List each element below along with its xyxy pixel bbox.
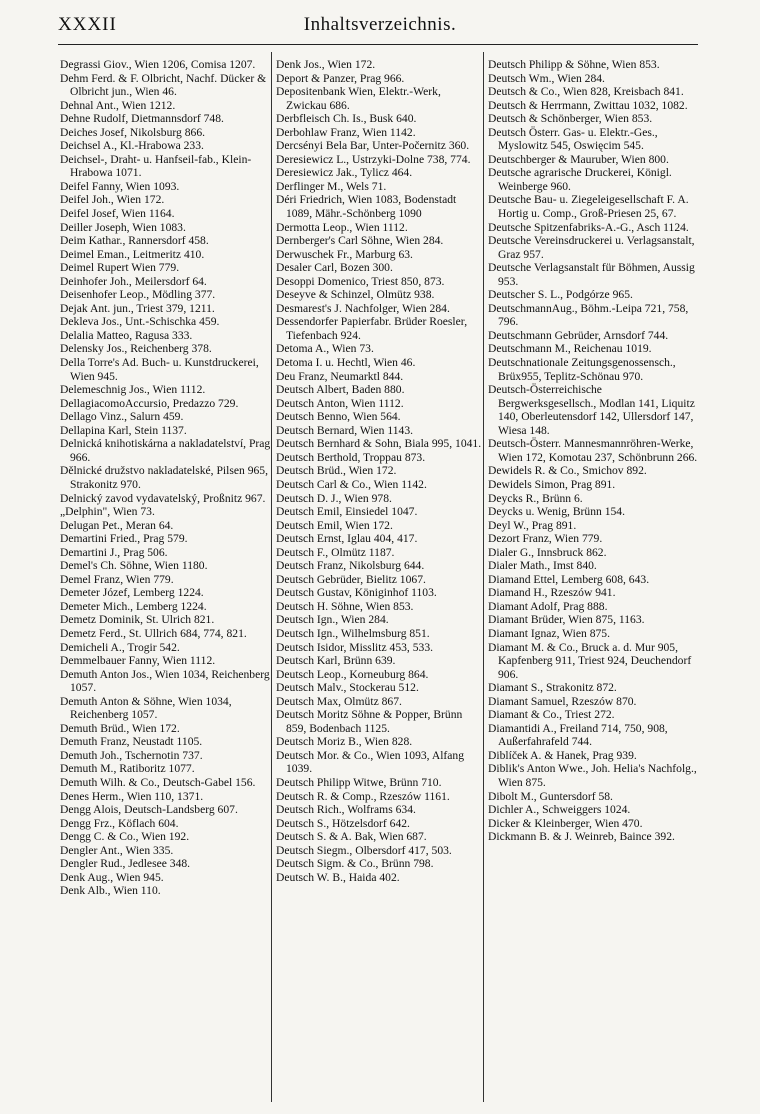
index-entry: Dermotta Leop., Wien 1112. bbox=[276, 220, 408, 234]
index-entry: Deutsch Benno, Wien 564. bbox=[276, 410, 401, 424]
index-entry: Deutsch Moritz Söhne & Popper, Brünn 859, Bodenbach 1125. bbox=[276, 708, 463, 735]
index-entry: Deutsch-Österr. Mannesmannröhren-Werke, Wien 172, Komotau 237, Schönbrunn 266. bbox=[488, 437, 698, 464]
index-entry: Deutsch Bernard, Wien 1143. bbox=[276, 423, 414, 437]
index-entry: Delensky Jos., Reichenberg 378. bbox=[60, 342, 212, 356]
index-entry: Deinhofer Joh., Meilersdorf 64. bbox=[60, 274, 207, 288]
index-entry: Diamant Adolf, Prag 888. bbox=[488, 599, 608, 613]
index-entry: Deutsch Ign., Wilhelmsburg 851. bbox=[276, 626, 430, 640]
page-number: XXXII bbox=[58, 14, 117, 35]
index-entry: Deutsch & Schönberger, Wien 853. bbox=[488, 112, 653, 126]
index-entry: Deutsch S. & A. Bak, Wien 687. bbox=[276, 830, 427, 844]
index-entry: Della Torre's Ad. Buch- u. Kunstdruckerei, Wien 945. bbox=[60, 356, 259, 383]
index-entry: Deutsch Isidor, Misslitz 453, 533. bbox=[276, 640, 434, 654]
index-entry: Deutsche Bau- u. Ziegeleigesellschaft F. A. Hortig u. Comp., Groß-Priesen 25, 67. bbox=[488, 193, 689, 221]
index-entry: Dewidels Simon, Prag 891. bbox=[488, 477, 616, 491]
index-entry: Deutsch W. B., Haida 402. bbox=[276, 870, 400, 884]
index-entry: Demetz Dominik, St. Ulrich 821. bbox=[60, 613, 215, 627]
index-entry: Deifel Joh., Wien 172. bbox=[60, 193, 165, 207]
index-entry: Deutsch Malv., Stockerau 512. bbox=[276, 681, 419, 695]
index-entry: Delugan Pet., Meran 64. bbox=[60, 518, 174, 532]
index-entry: Demartini Fried., Prag 579. bbox=[60, 532, 188, 546]
index-entry: Diblíček A. & Hanek, Prag 939. bbox=[488, 748, 637, 762]
index-entry: Deutsch Anton, Wien 1112. bbox=[276, 396, 404, 410]
index-entry: Dicker & Kleinberger, Wien 470. bbox=[488, 816, 643, 830]
index-entry: Diamand Ettel, Lemberg 608, 643. bbox=[488, 572, 650, 586]
index-entry: Deu Franz, Neumarktl 844. bbox=[276, 369, 404, 383]
index-entry: Diamant S., Strakonitz 872. bbox=[488, 681, 617, 695]
index-entry: Deifel Fanny, Wien 1093. bbox=[60, 179, 180, 193]
index-entry: Deutsch F., Olmütz 1187. bbox=[276, 545, 395, 559]
index-entry: Desmarest's J. Nachfolger, Wien 284. bbox=[276, 301, 450, 315]
index-entry: Derbfleisch Ch. Is., Busk 640. bbox=[276, 112, 417, 126]
index-entry: Deutsch Rich., Wolframs 634. bbox=[276, 803, 416, 817]
index-entry: Demuth Franz, Neustadt 1105. bbox=[60, 735, 203, 749]
index-entry: Dialer Math., Imst 840. bbox=[488, 559, 597, 573]
index-entry: Detoma A., Wien 73. bbox=[276, 342, 374, 356]
index-entry: Diamand H., Rzeszów 941. bbox=[488, 586, 616, 600]
index-entry: Deutschmann M., Reichenau 1019. bbox=[488, 342, 652, 356]
index-entry: Deisenhofer Leop., Mödling 377. bbox=[60, 288, 216, 302]
index-entry: Deim Kathar., Rannersdorf 458. bbox=[60, 234, 209, 248]
index-entry: Dichler A., Schweiggers 1024. bbox=[488, 803, 631, 817]
index-entry: Deimel Eman., Leitmeritz 410. bbox=[60, 247, 205, 261]
index-entry: Dehne Rudolf, Dietmannsdorf 748. bbox=[60, 112, 224, 126]
index-entry: Dehm Ferd. & F. Olbricht, Nachf. Dücker & Olbricht jun., Wien 46. bbox=[60, 71, 267, 99]
index-entry: Denk Jos., Wien 172. bbox=[276, 58, 376, 71]
index-entry: Dellapina Karl, Stein 1137. bbox=[60, 423, 187, 437]
index-entry: Deport & Panzer, Prag 966. bbox=[276, 71, 405, 85]
index-entry: Denk Aug., Wien 945. bbox=[60, 870, 164, 884]
index-entry: Dengg C. & Co., Wien 192. bbox=[60, 830, 190, 844]
index-entry: Demel's Ch. Söhne, Wien 1180. bbox=[60, 559, 208, 573]
index-entry: DellagiacomoAccursio, Predazzo 729. bbox=[60, 396, 239, 410]
index-entry: Dickmann B. & J. Weinreb, Baince 392. bbox=[488, 830, 675, 844]
index-entry: Deutsch Ign., Wien 284. bbox=[276, 613, 389, 627]
index-column-1 bbox=[60, 58, 272, 898]
index-entry: Dehnal Ant., Wien 1212. bbox=[60, 98, 176, 112]
index-entry: Deutsche Vereinsdruckerei u. Verlagsanstalt, Graz 957. bbox=[488, 234, 695, 261]
index-entry: Demuth Anton & Söhne, Wien 1034, Reichenberg 1057. bbox=[60, 694, 232, 722]
index-entry: Desaler Carl, Bozen 300. bbox=[276, 261, 393, 275]
index-entry: Demartini J., Prag 506. bbox=[60, 545, 168, 559]
index-entry: Deutsch Moriz B., Wien 828. bbox=[276, 735, 413, 749]
index-entry: Deichsel A., Kl.-Hrabowa 233. bbox=[60, 139, 204, 153]
index-entry: Dernberger's Carl Söhne, Wien 284. bbox=[276, 234, 444, 248]
index-column-2 bbox=[276, 58, 484, 884]
index-entry: Degrassi Giov., Wien 1206, Comisa 1207. bbox=[60, 58, 256, 71]
index-entry: Deutsch Bernhard & Sohn, Biala 995, 1041. bbox=[276, 437, 482, 451]
index-entry: Deichsel-, Draht- u. Hanfseil-fab., Klein-Hrabowa 1071. bbox=[60, 152, 252, 180]
index-entry: Deutscher S. L., Podgórze 965. bbox=[488, 288, 633, 302]
index-entry: Delnická knihotiskárna a nakladatelství, Prag 966. bbox=[60, 437, 271, 464]
index-entry: Diblik's Anton Wwe., Joh. Helia's Nachfolg., Wien 875. bbox=[488, 762, 697, 789]
index-entry: Derflinger M., Wels 71. bbox=[276, 179, 387, 193]
index-entry: Deutsch Emil, Einsiedel 1047. bbox=[276, 505, 418, 519]
index-entry: Desoppi Domenico, Triest 850, 873. bbox=[276, 274, 445, 288]
index-entry: Deutsch Ernst, Iglau 404, 417. bbox=[276, 532, 418, 546]
index-entry: Deutsch Max, Olmütz 867. bbox=[276, 694, 402, 708]
index-entry: Deutsch Philipp & Söhne, Wien 853. bbox=[488, 58, 660, 71]
index-entry: Demuth M., Ratiboritz 1077. bbox=[60, 762, 195, 776]
index-entry: Deutschnationale Zeitungsgenossensch., Brüx955, Teplitz-Schönau 970. bbox=[488, 356, 676, 383]
index-column-3 bbox=[488, 58, 698, 844]
index-entry: Derwuschek Fr., Marburg 63. bbox=[276, 247, 413, 261]
index-entry: Diamant Samuel, Rzeszów 870. bbox=[488, 694, 637, 708]
index-entry: Deutsch D. J., Wien 978. bbox=[276, 491, 392, 505]
index-entry: Deutsche agrarische Druckerei, Königl. Weinberge 960. bbox=[488, 166, 672, 193]
index-entry: Dercsényi Bela Bar, Unter-Počernitz 360. bbox=[276, 139, 470, 153]
index-entry: Deresiewicz L., Ustrzyki-Dolne 738, 774. bbox=[276, 152, 471, 166]
index-entry: Deutsch Sigm. & Co., Brünn 798. bbox=[276, 857, 434, 871]
header-rule bbox=[58, 44, 698, 45]
index-entry: Diamantidi A., Freiland 714, 750, 908, Außerfahrafeld 744. bbox=[488, 721, 668, 749]
index-entry: Deycks R., Brünn 6. bbox=[488, 491, 583, 505]
index-entry: Deutsch Siegm., Olbersdorf 417, 503. bbox=[276, 843, 452, 857]
index-entry: Dengler Ant., Wien 335. bbox=[60, 843, 174, 857]
index-entry: Dekleva Jos., Unt.-Schischka 459. bbox=[60, 315, 220, 329]
index-entry: Dewidels R. & Co., Smichov 892. bbox=[488, 464, 647, 478]
index-entry: Demeter Mich., Lemberg 1224. bbox=[60, 599, 207, 613]
index-entry: Diamant Ignaz, Wien 875. bbox=[488, 626, 610, 640]
index-entry: Diamant & Co., Triest 272. bbox=[488, 708, 615, 722]
index-entry: Dělnické družstvo nakladatelské, Pilsen 965, Strakonitz 970. bbox=[60, 464, 268, 491]
index-entry: Deutsch S., Hötzelsdorf 642. bbox=[276, 816, 410, 830]
index-entry: Deutsch Berthold, Troppau 873. bbox=[276, 450, 426, 464]
index-entry: Deutsch R. & Comp., Rzeszów 1161. bbox=[276, 789, 450, 803]
index-entry: Deutschmann Gebrüder, Arnsdorf 744. bbox=[488, 328, 669, 342]
index-entry: Dengg Alois, Deutsch-Landsberg 607. bbox=[60, 803, 238, 817]
index-entry: Dialer G., Innsbruck 862. bbox=[488, 545, 607, 559]
index-entry: Delnický zavod vydavatelský, Proßnitz 967. bbox=[60, 491, 266, 505]
index-entry: Detoma I. u. Hechtl, Wien 46. bbox=[276, 356, 416, 370]
index-entry: Deresiewicz Jak., Tylicz 464. bbox=[276, 166, 413, 180]
index-entry: Deutsch Karl, Brünn 639. bbox=[276, 654, 396, 668]
index-entry: Deycks u. Wenig, Brünn 154. bbox=[488, 505, 625, 519]
index-entry: Deyl W., Prag 891. bbox=[488, 518, 577, 532]
index-entry: Dibolt M., Guntersdorf 58. bbox=[488, 789, 613, 803]
index-entry: Deutsch Emil, Wien 172. bbox=[276, 518, 393, 532]
index-entry: Deseyve & Schinzel, Olmütz 938. bbox=[276, 288, 435, 302]
index-entry: Déri Friedrich, Wien 1083, Bodenstadt 1089, Mähr.-Schönberg 1090 bbox=[276, 193, 457, 221]
index-entry: Deutsch & Co., Wien 828, Kreisbach 841. bbox=[488, 85, 684, 99]
index-entry: Deimel Rupert Wien 779. bbox=[60, 261, 180, 275]
index-entry: Demuth Anton Jos., Wien 1034, Reichenberg 1057. bbox=[60, 667, 270, 695]
index-entry: Demicheli A., Trogir 542. bbox=[60, 640, 180, 654]
index-entry: Demmelbauer Fanny, Wien 1112. bbox=[60, 654, 216, 668]
index-entry: Dengler Rud., Jedlesee 348. bbox=[60, 857, 191, 871]
index-entry: Diamant M. & Co., Bruck a. d. Mur 905, Kapfenberg 911, Triest 924, Deuchendorf 906. bbox=[488, 640, 692, 681]
index-entry: „Delphin", Wien 73. bbox=[60, 505, 155, 519]
index-entry: Deutsch Österr. Gas- u. Elektr.-Ges., Myslowitz 545, Oswięcim 545. bbox=[488, 125, 658, 153]
index-entry: Deutsche Spitzenfabriks-A.-G., Asch 1124. bbox=[488, 220, 689, 234]
index-entry: Derbohlaw Franz, Wien 1142. bbox=[276, 125, 416, 139]
index-entry: Deutsch Philipp Witwe, Brünn 710. bbox=[276, 775, 442, 789]
index-entry: Deutsch Franz, Nikolsburg 644. bbox=[276, 559, 425, 573]
index-entry: Dejak Ant. jun., Triest 379, 1211. bbox=[60, 301, 215, 315]
index-entry: Deutsche Verlagsanstalt für Böhmen, Aussig 953. bbox=[488, 261, 695, 288]
index-entry: Deutsch Gustav, Königinhof 1103. bbox=[276, 586, 437, 600]
index-entry: Deutsch & Herrmann, Zwittau 1032, 1082. bbox=[488, 98, 688, 112]
index-entry: Deutsch Wm., Wien 284. bbox=[488, 71, 605, 85]
index-entry: Demuth Wilh. & Co., Deutsch-Gabel 156. bbox=[60, 775, 256, 789]
index-entry: Delemeschnig Jos., Wien 1112. bbox=[60, 383, 206, 397]
index-entry: Deutsch Leop., Korneuburg 864. bbox=[276, 667, 429, 681]
index-entry: Deutsch Carl & Co., Wien 1142. bbox=[276, 477, 427, 491]
index-entry: Denk Alb., Wien 110. bbox=[60, 884, 161, 898]
index-entry: Dellago Vinz., Salurn 459. bbox=[60, 410, 184, 424]
index-entry: Demuth Brüd., Wien 172. bbox=[60, 721, 180, 735]
index-entry: Delalia Matteo, Ragusa 333. bbox=[60, 328, 193, 342]
index-entry: Demuth Joh., Tschernotin 737. bbox=[60, 748, 203, 762]
index-entry: Deutsch Mor. & Co., Wien 1093, Alfang 1039. bbox=[276, 748, 465, 776]
index-entry: Deiller Joseph, Wien 1083. bbox=[60, 220, 186, 234]
index-entry: Dezort Franz, Wien 779. bbox=[488, 532, 603, 546]
index-entry: Deutsch Albert, Baden 880. bbox=[276, 383, 405, 397]
index-entry: Demel Franz, Wien 779. bbox=[60, 572, 174, 586]
index-entry: Dessendorfer Papierfabr. Brüder Roesler, Tiefenbach 924. bbox=[276, 315, 468, 342]
index-entry: Diamant Brüder, Wien 875, 1163. bbox=[488, 613, 645, 627]
index-entry: Deutsch-Österreichische Bergwerksgesellsch., Modlan 141, Liquitz 140, Oberleutensdorf 142, Ullersdorf 147, Wiesa 148. bbox=[488, 383, 695, 437]
index-entry: Deutschberger & Mauruber, Wien 800. bbox=[488, 152, 669, 166]
index-entry: Denes Herm., Wien 110, 1371. bbox=[60, 789, 204, 803]
index-entry: Deutsch Gebrüder, Bielitz 1067. bbox=[276, 572, 426, 586]
index-entry: Depositenbank Wien, Elektr.-Werk, Zwickau 686. bbox=[276, 85, 441, 112]
page-title: Inhaltsverzeichnis. bbox=[303, 14, 457, 35]
index-entry: Deifel Josef, Wien 1164. bbox=[60, 207, 175, 221]
index-entry: Demeter Józef, Lemberg 1224. bbox=[60, 586, 204, 600]
index-entry: Demetz Ferd., St. Ullrich 684, 774, 821. bbox=[60, 626, 247, 640]
index-entry: Dengg Frz., Köflach 604. bbox=[60, 816, 179, 830]
index-entry: DeutschmannAug., Böhm.-Leipa 721, 758, 796. bbox=[488, 301, 689, 329]
index-entry: Deiches Josef, Nikolsburg 866. bbox=[60, 125, 206, 139]
index-entry: Deutsch H. Söhne, Wien 853. bbox=[276, 599, 414, 613]
index-entry: Deutsch Brüd., Wien 172. bbox=[276, 464, 397, 478]
